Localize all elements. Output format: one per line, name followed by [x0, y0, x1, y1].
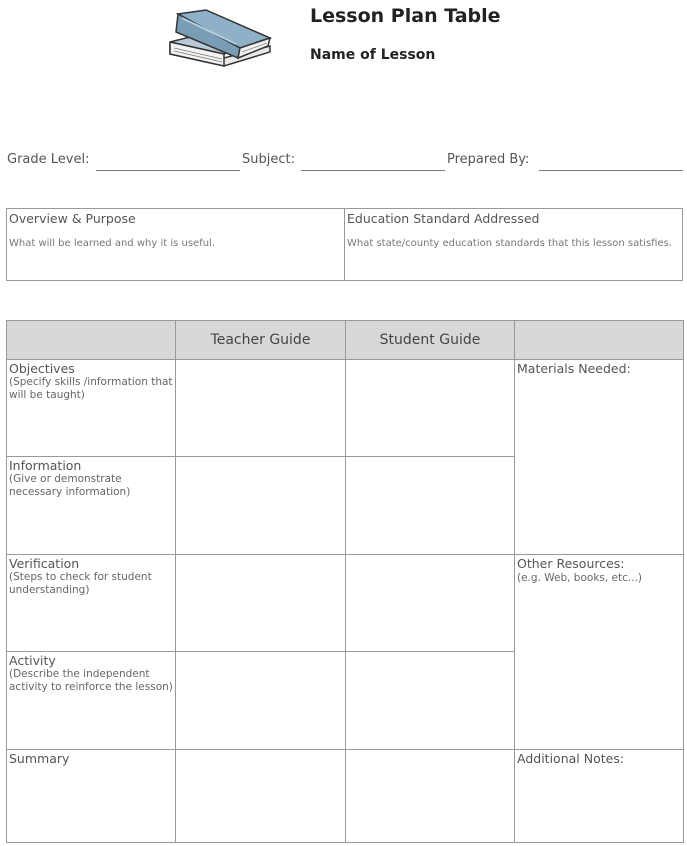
row-verification — [7, 555, 176, 652]
row-desc: (Describe the independent activity to reinforce the lesson) — [9, 668, 173, 693]
row-summary — [7, 750, 176, 843]
teacher-cell-information[interactable] — [176, 457, 346, 555]
grade-level-field[interactable] — [96, 170, 240, 171]
subject-field[interactable] — [301, 170, 445, 171]
standard-box[interactable] — [344, 208, 683, 281]
overview-desc: What will be learned and why it is useful. — [9, 238, 216, 249]
row-objectives — [7, 360, 176, 457]
standard-desc: What state/county education standards that this lesson satisfies. — [347, 238, 672, 249]
row-desc: (Steps to check for student understanding) — [9, 571, 152, 596]
student-cell-activity[interactable] — [346, 652, 515, 750]
lesson-name-label: Name of Lesson — [310, 47, 436, 63]
subject-label: Subject: — [242, 152, 295, 167]
standard-title: Education Standard Addressed — [347, 211, 540, 226]
overview-box[interactable] — [6, 208, 345, 281]
overview-title: Overview & Purpose — [9, 211, 136, 226]
row-title: Verification — [9, 556, 80, 571]
row-desc: (Give or demonstrate necessary information) — [9, 473, 131, 498]
teacher-cell-objectives[interactable] — [176, 360, 346, 457]
row-title: Objectives — [9, 361, 75, 376]
student-cell-information[interactable] — [346, 457, 515, 555]
prepared-by-field[interactable] — [539, 170, 683, 171]
materials-needed-cell[interactable] — [515, 360, 684, 555]
row-title: Activity — [9, 653, 56, 668]
student-guide-header: Student Guide — [346, 321, 515, 360]
row-title: Information — [9, 458, 82, 473]
row-activity — [7, 652, 176, 750]
books-icon — [162, 8, 274, 70]
row-desc: (Specify skills /information that will be taught) — [9, 376, 173, 401]
teacher-cell-verification[interactable] — [176, 555, 346, 652]
row-information — [7, 457, 176, 555]
row-title: Summary — [9, 751, 70, 766]
student-cell-verification[interactable] — [346, 555, 515, 652]
grade-level-label: Grade Level: — [7, 152, 90, 167]
lesson-plan-table — [6, 320, 684, 843]
prepared-by-label: Prepared By: — [447, 152, 530, 167]
teacher-cell-summary[interactable] — [176, 750, 346, 843]
page-title: Lesson Plan Table — [310, 5, 501, 27]
header-blank-cell-right — [515, 321, 684, 360]
materials-needed-label: Materials Needed: — [517, 361, 631, 376]
other-resources-cell[interactable] — [515, 555, 684, 750]
additional-notes-cell[interactable] — [515, 750, 684, 843]
header-blank-cell — [7, 321, 176, 360]
other-resources-desc: (e.g. Web, books, etc...) — [517, 572, 643, 584]
additional-notes-label: Additional Notes: — [517, 751, 625, 766]
student-cell-objectives[interactable] — [346, 360, 515, 457]
teacher-cell-activity[interactable] — [176, 652, 346, 750]
other-resources-label: Other Resources: — [517, 556, 625, 571]
teacher-guide-header: Teacher Guide — [176, 321, 346, 360]
student-cell-summary[interactable] — [346, 750, 515, 843]
